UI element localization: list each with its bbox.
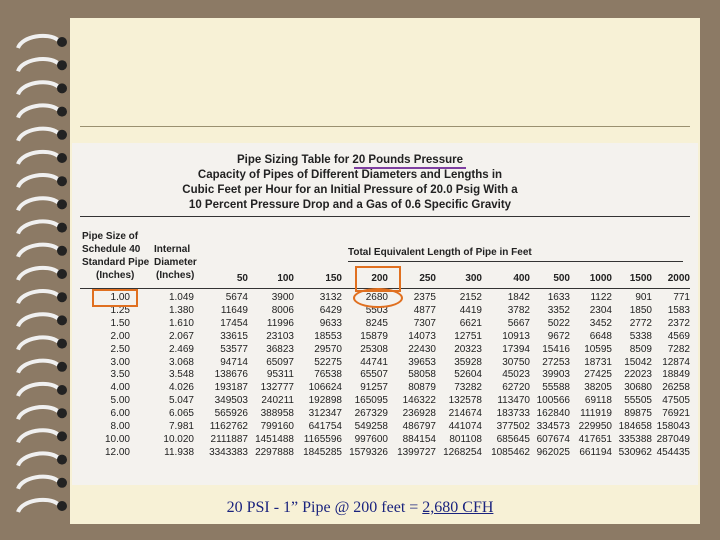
col1-header-1: Pipe Size of: [82, 231, 139, 242]
table-cell: 549258: [354, 421, 388, 432]
length-header: 1500: [629, 273, 652, 284]
table-cell: 55588: [542, 382, 570, 394]
col2-header-2: Diameter: [154, 257, 197, 268]
table-cell: 162840: [536, 408, 570, 420]
table-cell: 8509: [629, 343, 652, 355]
table-cell: 799160: [260, 421, 294, 432]
ring-hole: [57, 60, 67, 70]
table-cell: 89875: [624, 408, 652, 420]
ring-hole: [57, 130, 67, 140]
table-cell: 53577: [220, 343, 248, 355]
table-cell: 312347: [308, 408, 342, 420]
table-cell: 76538: [314, 369, 342, 381]
table-cell: 91257: [360, 382, 388, 394]
table-cell: 1850: [629, 304, 652, 316]
table-cell: 15879: [360, 330, 388, 342]
table-cell: 39903: [542, 369, 570, 381]
ring-hole: [57, 246, 67, 256]
table-cell: 15416: [542, 343, 570, 355]
table-cell: 4419: [459, 304, 482, 316]
table-cell: 884154: [402, 433, 436, 445]
ring-hole: [57, 269, 67, 279]
table-cell: 27425: [584, 369, 612, 381]
table-cell: 685645: [496, 433, 530, 445]
span-rule: [348, 261, 683, 262]
table-cell: 3452: [589, 317, 612, 329]
table-cell: 5674: [225, 292, 248, 303]
length-header: 250: [419, 273, 436, 284]
table-cell: 22023: [624, 369, 652, 381]
table-cell: 36823: [266, 343, 294, 355]
length-header: 300: [465, 273, 482, 284]
table-cell: 29570: [314, 343, 342, 355]
table-cell: 183733: [496, 408, 530, 420]
table-cell: 30750: [502, 356, 530, 368]
table-cell: 11.938: [164, 446, 194, 458]
ring-hole: [57, 385, 67, 395]
ring-hole: [57, 292, 67, 302]
table-cell: 76921: [662, 408, 690, 420]
table-cell: 565926: [214, 408, 248, 420]
table-cell: 5022: [547, 317, 570, 329]
table-cell: 2.50: [110, 343, 130, 355]
table-cell: 10.020: [163, 433, 194, 445]
table-cell: 1268254: [443, 446, 482, 458]
table-cell: 530962: [618, 446, 652, 458]
col1-header-2: Schedule 40: [82, 244, 141, 255]
table-cell: 69118: [584, 395, 612, 407]
ring-hole: [57, 315, 67, 325]
length-header: 200: [371, 273, 388, 284]
table-cell: 192898: [308, 395, 342, 407]
title-underline: [354, 167, 466, 169]
table-cell: 3.00: [110, 356, 130, 368]
table-cell: 4.026: [168, 382, 194, 394]
table-cell: 441074: [448, 421, 482, 432]
table-cell: 158043: [656, 421, 690, 432]
table-cell: 52275: [314, 356, 342, 368]
ring-hole: [57, 199, 67, 209]
ring-wire: [18, 36, 58, 48]
ring-wire: [18, 453, 58, 465]
table-cell: 4.00: [110, 382, 130, 394]
ring-wire: [18, 384, 58, 396]
table-cell: 38205: [584, 382, 612, 394]
spiral-binding: [0, 0, 70, 540]
ring-wire: [18, 221, 58, 233]
ring-hole: [57, 83, 67, 93]
table-cell: 6429: [319, 304, 342, 316]
ring-wire: [18, 268, 58, 280]
col1-header-4: (Inches): [96, 270, 135, 281]
table-cell: 3.50: [110, 369, 130, 381]
table-cell: 1.25: [110, 304, 130, 316]
capacity-highlight: [353, 288, 403, 308]
ring-wire: [18, 152, 58, 164]
pipe-size-highlight: [92, 289, 138, 307]
table-cell: 165095: [354, 395, 388, 407]
col2-header-1: Internal: [154, 244, 191, 255]
table-cell: 641754: [308, 421, 342, 432]
length-header: 1000: [589, 273, 612, 284]
table-cell: 3132: [319, 292, 342, 303]
caption-text: 20 PSI - 1” Pipe @ 200 feet =: [226, 499, 419, 516]
table-cell: 962025: [536, 446, 570, 458]
ring-hole: [57, 223, 67, 233]
table-cell: 12874: [662, 356, 690, 368]
col2-header-3: (Inches): [156, 270, 195, 281]
table-cell: 138676: [214, 369, 248, 381]
table-cell: 1.00: [110, 292, 130, 303]
table-cell: 55505: [624, 395, 652, 407]
table-cell: 1.50: [110, 317, 130, 329]
table-cell: 6.00: [110, 408, 130, 420]
table-cell: 801108: [449, 433, 482, 445]
table-cell: 44741: [360, 356, 388, 368]
table-cell: 8245: [365, 317, 388, 329]
table-cell: 52604: [454, 369, 482, 381]
header-rule-top: [80, 216, 690, 217]
ring-hole: [57, 153, 67, 163]
table-cell: 18849: [662, 369, 690, 381]
ring-hole: [57, 431, 67, 441]
result-caption: [0, 499, 720, 517]
table-cell: 8006: [271, 304, 294, 316]
table-cell: 7.981: [168, 421, 194, 432]
table-cell: 454435: [656, 446, 690, 458]
table-cell: 11996: [266, 317, 294, 329]
table-cell: 1085462: [491, 446, 530, 458]
table-cell: 1845285: [303, 446, 342, 458]
ring-wire: [18, 59, 58, 71]
table-cell: 1399727: [397, 446, 436, 458]
table-cell: 184658: [618, 421, 652, 432]
table-cell: 20323: [454, 343, 482, 355]
table-cell: 2297888: [255, 446, 294, 458]
table-cell: 486797: [402, 421, 436, 432]
table-cell: 334573: [536, 421, 570, 432]
table-cell: 18731: [584, 356, 612, 368]
table-cell: 3352: [547, 304, 570, 316]
table-title-2: Capacity of Pipes of Different Diameters and Lengths in: [197, 169, 503, 181]
table-cell: 62720: [502, 382, 530, 394]
table-title-3: Cubic Feet per Hour for an Initial Pressure of 20.0 Psig With a: [182, 184, 518, 196]
table-cell: 901: [635, 292, 652, 303]
table-cell: 1162762: [209, 421, 248, 432]
table-cell: 27253: [542, 356, 570, 368]
ring-wire: [18, 198, 58, 210]
table-cell: 47505: [662, 395, 690, 407]
table-cell: 146322: [402, 395, 436, 407]
caption-value: 2,680 CFH: [422, 499, 494, 516]
table-cell: 3343383: [209, 446, 248, 458]
ring-hole: [57, 339, 67, 349]
table-cell: 5667: [507, 317, 530, 329]
table-cell: 287049: [656, 433, 690, 445]
ring-hole: [57, 478, 67, 488]
table-cell: 3.068: [168, 356, 194, 368]
table-cell: 9672: [547, 330, 570, 342]
table-cell: 1842: [507, 292, 530, 303]
table-cell: 65507: [360, 369, 388, 381]
table-cell: 3900: [271, 292, 294, 303]
table-cell: 17454: [220, 317, 248, 329]
table-cell: 26258: [662, 382, 690, 394]
table-cell: 607674: [536, 433, 570, 445]
table-title-4: 10 Percent Pressure Drop and a Gas of 0.6 Specific Gravity: [188, 199, 512, 211]
table-cell: 10.00: [104, 433, 130, 445]
table-cell: 73282: [454, 382, 482, 394]
table-cell: 3.548: [168, 369, 194, 381]
table-cell: 6.065: [168, 408, 194, 420]
ring-hole: [57, 107, 67, 117]
table-cell: 2304: [589, 304, 612, 316]
table-cell: 349503: [214, 395, 248, 407]
table-cell: 6621: [459, 317, 482, 329]
ring-wire: [18, 82, 58, 94]
table-cell: 2372: [667, 317, 690, 329]
table-cell: 335388: [618, 433, 652, 445]
ring-hole: [57, 37, 67, 47]
table-cell: 45023: [502, 369, 530, 381]
table-cell: 2.00: [110, 330, 130, 342]
ring-hole: [57, 362, 67, 372]
col1-header-3: Standard Pipe: [82, 257, 150, 268]
table-cell: 229950: [578, 421, 612, 432]
table-cell: 771: [673, 292, 690, 303]
table-cell: 132578: [448, 395, 482, 407]
ring-wire: [18, 291, 58, 303]
ring-hole: [57, 176, 67, 186]
table-cell: 95311: [266, 369, 294, 381]
table-cell: 2375: [413, 292, 436, 303]
table-cell: 9633: [319, 317, 342, 329]
table-cell: 2.067: [168, 330, 194, 342]
table-cell: 2111887: [210, 433, 248, 445]
table-cell: 3782: [507, 304, 530, 316]
ring-wire: [18, 430, 58, 442]
table-cell: 11649: [220, 304, 248, 316]
table-cell: 30680: [624, 382, 652, 394]
table-cell: 35928: [454, 356, 482, 368]
table-cell: 65097: [266, 356, 294, 368]
length-header: 500: [553, 273, 570, 284]
ring-wire: [18, 245, 58, 257]
table-cell: 106624: [308, 382, 342, 394]
table-cell: 417651: [578, 433, 612, 445]
table-cell: 388958: [260, 408, 294, 420]
length-header: 50: [236, 273, 248, 284]
table-cell: 240211: [261, 395, 294, 407]
table-cell: 1579326: [349, 446, 388, 458]
table-cell: 25308: [360, 343, 388, 355]
ring-wire: [18, 175, 58, 187]
length-header: 2000: [667, 273, 690, 284]
table-cell: 17394: [502, 343, 530, 355]
ring-wire: [18, 407, 58, 419]
table-cell: 1583: [667, 304, 690, 316]
length-header: 100: [277, 273, 294, 284]
table-cell: 5.00: [110, 395, 130, 407]
title-divider: [80, 126, 690, 127]
ring-wire: [18, 337, 58, 349]
table-cell: 4877: [413, 304, 436, 316]
pipe-sizing-table: [72, 143, 698, 485]
table-cell: 5.047: [168, 395, 194, 407]
length-span-header: Total Equivalent Length of Pipe in Feet: [348, 247, 532, 258]
table-cell: 8.00: [110, 421, 130, 432]
table-cell: 5338: [629, 330, 652, 342]
ring-wire: [18, 361, 58, 373]
table-cell: 58058: [408, 369, 436, 381]
table-cell: 267329: [354, 408, 388, 420]
table-cell: 1165596: [303, 433, 342, 445]
table-cell: 377502: [496, 421, 530, 432]
table-cell: 2.469: [168, 343, 194, 355]
table-cell: 132777: [260, 382, 294, 394]
table-cell: 80879: [408, 382, 436, 394]
ring-hole: [57, 408, 67, 418]
ring-wire: [18, 129, 58, 141]
ring-hole: [57, 455, 67, 465]
table-cell: 7307: [413, 317, 436, 329]
table-cell: 1451488: [255, 433, 294, 445]
table-cell: 15042: [624, 356, 652, 368]
table-cell: 236928: [402, 408, 436, 420]
table-cell: 94714: [220, 356, 248, 368]
table-cell: 23103: [266, 330, 294, 342]
ring-wire: [18, 314, 58, 326]
table-cell: 33615: [220, 330, 248, 342]
table-cell: 214674: [448, 408, 482, 420]
table-cell: 6648: [589, 330, 612, 342]
table-cell: 1122: [590, 292, 612, 303]
table-cell: 2680: [365, 292, 388, 303]
table-cell: 22430: [408, 343, 436, 355]
length-header: 150: [325, 273, 342, 284]
table-cell: 18553: [314, 330, 342, 342]
table-cell: 12.00: [104, 446, 130, 458]
table-cell: 1633: [547, 292, 570, 303]
table-cell: 7282: [667, 343, 690, 355]
table-cell: 1.380: [168, 304, 194, 316]
table-cell: 2152: [459, 292, 482, 303]
ring-wire: [18, 477, 58, 489]
table-cell: 12751: [454, 330, 482, 342]
table-cell: 661194: [579, 446, 612, 458]
table-cell: 193187: [214, 382, 248, 394]
table-cell: 113470: [497, 395, 530, 407]
table-title-1: Pipe Sizing Table for 20 Pounds Pressure: [236, 154, 463, 166]
table-cell: 39653: [408, 356, 436, 368]
ring-wire: [18, 105, 58, 117]
table-cell: 1.049: [168, 292, 194, 303]
table-cell: 2772: [629, 317, 652, 329]
table-cell: 111919: [580, 408, 612, 420]
table-cell: 4569: [667, 330, 690, 342]
table-cell: 5503: [365, 304, 388, 316]
table-cell: 100566: [536, 395, 570, 407]
table-cell: 14073: [408, 330, 436, 342]
length-header: 400: [513, 273, 530, 284]
table-cell: 10913: [502, 330, 530, 342]
table-cell: 10595: [584, 343, 612, 355]
table-cell: 1.610: [168, 317, 194, 329]
table-cell: 997600: [354, 433, 388, 445]
